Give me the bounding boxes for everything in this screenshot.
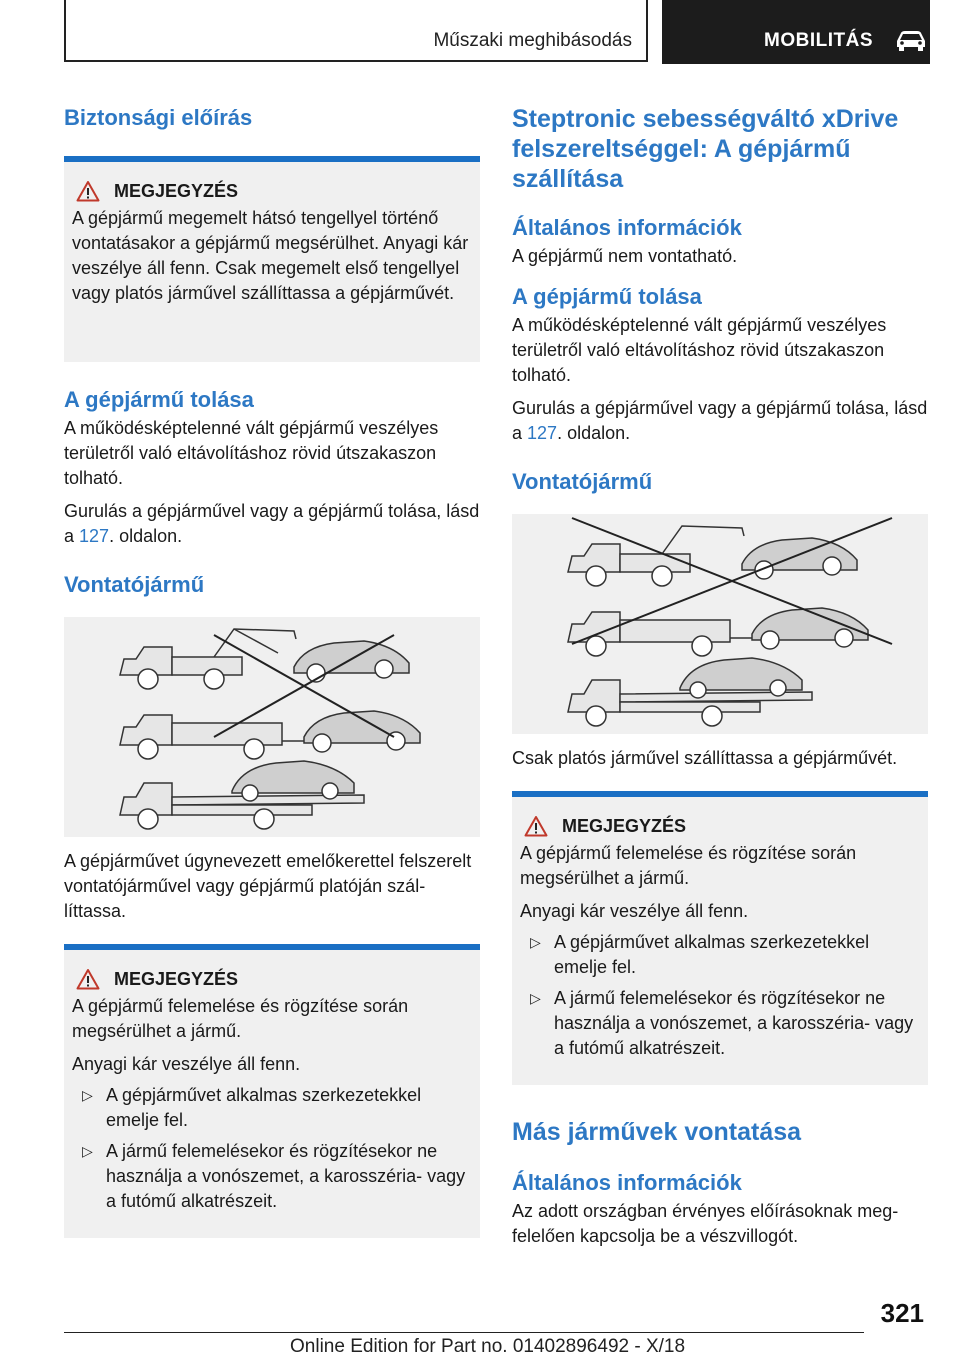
- note-text: A gépjármű felemelése és rögzítése során megsérülhet a jármű.: [72, 996, 409, 1041]
- general-paragraph: A gépjármű nem vontatható.: [512, 246, 738, 266]
- note-title: MEGJEGYZÉS: [114, 180, 239, 201]
- safety-heading: Biztonsági előírás: [64, 105, 253, 130]
- tow-reference-suffix: . oldalon.: [109, 526, 183, 546]
- bullet-triangle-icon: ▷: [82, 1143, 93, 1159]
- note-bullet-list: [520, 930, 920, 1061]
- tow-truck-illustration: [512, 514, 928, 734]
- note-box-lifting: [512, 791, 928, 1085]
- tow-reference-text: Gurulás a gépjárművel vagy a gépjármű tolása, lásd a: [512, 398, 928, 443]
- tow-reference: [512, 396, 928, 446]
- header-section-title: Műszaki meghibásodás: [433, 30, 632, 51]
- warning-icon: [76, 968, 100, 990]
- list-item-text: A jármű felemelésekor és rögzítésekor ne használja a vonószemet, a karosszéria- vagy a futómű alkatrészeit.: [106, 1141, 466, 1211]
- header-chapter-title: MOBILITÁS: [764, 30, 873, 51]
- other-vehicles-heading: Más járművek vontatása: [512, 1118, 802, 1146]
- page-link[interactable]: 127: [527, 423, 558, 443]
- tow-heading: A gépjármű tolása: [64, 387, 254, 412]
- main-heading: Steptronic sebességváltó xDrive felszereltséggel: A gépjármű szállítása: [512, 105, 899, 193]
- list-item-text: A jármű felemelésekor és rögzítésekor ne használja a vonószemet, a karosszéria- vagy a futómű alkatrészeit.: [554, 988, 914, 1058]
- tow-heading: A gépjármű tolása: [512, 284, 702, 309]
- footer-edition: Online Edition for Part no. 01402896492 - X/18: [290, 1336, 686, 1357]
- list-item-text: A gépjárművet alkalmas szerkezetekkel emelje fel.: [106, 1085, 422, 1130]
- right-column: [512, 104, 928, 1249]
- note-text: A gépjármű felemelése és rögzítése során megsérülhet a jármű.: [520, 843, 857, 888]
- note-header: [76, 180, 472, 202]
- header-chapter-box: [662, 0, 930, 64]
- note-text-risk: Anyagi kár veszélye áll fenn.: [520, 901, 749, 921]
- page-number: 321: [880, 1298, 924, 1328]
- bullet-triangle-icon: ▷: [530, 934, 541, 950]
- tow-paragraph: A működésképtelenné vált gépjármű veszélyes területről való eltávolításhoz rövid útszakaszon tolható.: [512, 315, 887, 385]
- warning-icon: [524, 815, 548, 837]
- footer-divider: [64, 1332, 864, 1333]
- list-item: [520, 986, 920, 1061]
- tow-vehicle-heading: Vontatójármű: [64, 572, 205, 597]
- tow-vehicle-heading: Vontatójármű: [512, 469, 653, 494]
- tow-paragraph: A működésképtelenné vált gépjármű veszélyes területről való eltávolításhoz rövid útszakaszon tolható.: [64, 418, 439, 488]
- note-header: [76, 968, 472, 990]
- note-title: MEGJEGYZÉS: [114, 968, 239, 989]
- note-box: [64, 156, 480, 362]
- note-box-lifting: [64, 944, 480, 1238]
- note-bullet-list: [72, 1083, 472, 1214]
- warning-icon: [76, 180, 100, 202]
- figure-caption: Csak platós járművel szállíttassa a gépjárművét.: [512, 748, 898, 768]
- note-header: [524, 815, 920, 837]
- list-item: [520, 930, 920, 980]
- header-section-box: [64, 0, 648, 62]
- left-column: [64, 100, 480, 1238]
- tow-reference-text: Gurulás a gépjárművel vagy a gépjármű tolása, lásd a: [64, 501, 480, 546]
- tow-reference: [64, 499, 480, 549]
- tow-truck-illustration: [64, 617, 480, 837]
- car-icon: [894, 29, 928, 51]
- general-heading: Általános információk: [512, 215, 742, 240]
- figure-caption: A gépjárművet úgynevezett emelőkerettel felszerelt vontatójárművel vagy gépjármű platóján szállíttassa.: [64, 851, 472, 921]
- list-item-text: A gépjárművet alkalmas szerkezetekkel emelje fel.: [554, 932, 870, 977]
- bullet-triangle-icon: ▷: [82, 1087, 93, 1103]
- note-title: MEGJEGYZÉS: [562, 815, 687, 836]
- general-heading-2: Általános információk: [512, 1170, 742, 1195]
- bullet-triangle-icon: ▷: [530, 990, 541, 1006]
- page-link[interactable]: 127: [79, 526, 110, 546]
- towing-illustration: [64, 617, 480, 837]
- list-item: [72, 1139, 472, 1214]
- list-item: [72, 1083, 472, 1133]
- tow-reference-suffix: . oldalon.: [557, 423, 631, 443]
- flatbed-illustration: [512, 514, 928, 734]
- note-text: A gépjármű megemelt hátsó tengellyel történő vontatásakor a gépjármű megsérülhet. Anyagi kár veszélye áll fenn. Csak megemelt első tengellyel vagy platós járművel szállíttassa a gépjárművét.: [72, 208, 469, 303]
- note-text-risk: Anyagi kár veszélye áll fenn.: [72, 1054, 301, 1074]
- hazard-lights-paragraph: Az adott országban érvényes előírásoknak megfelelően kapcsolja be a vészvillogót.: [512, 1201, 899, 1246]
